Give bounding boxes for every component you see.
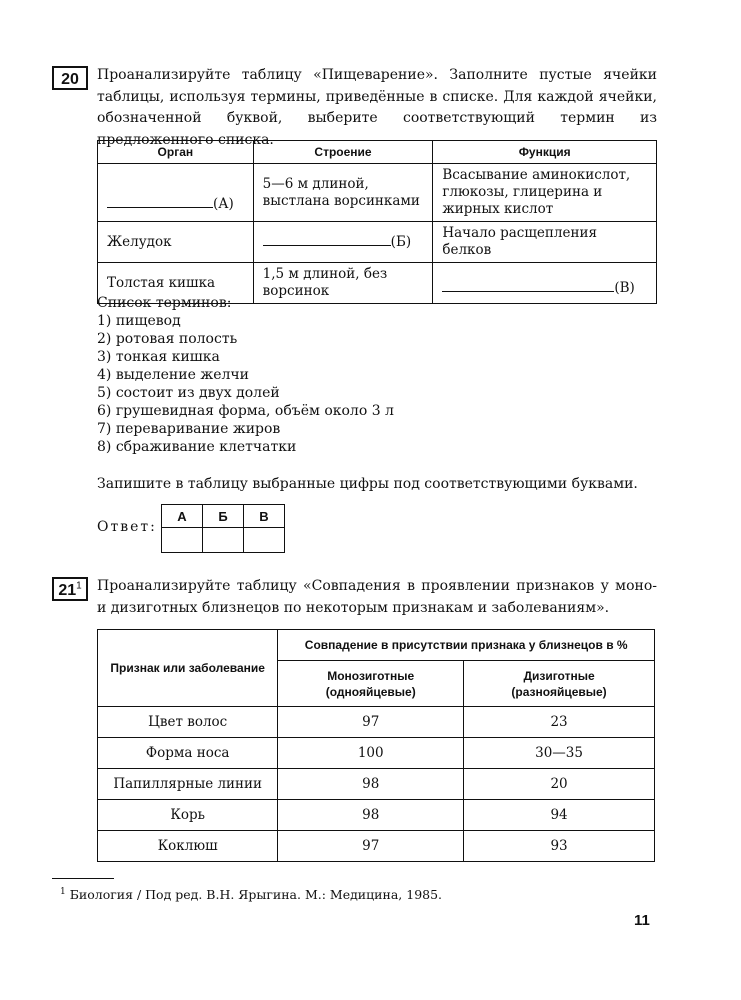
list-item: 5) состоит из двух долей bbox=[97, 385, 280, 401]
structure-cell-b: (Б) bbox=[253, 222, 433, 263]
answer-letter-v: В bbox=[244, 505, 285, 528]
answer-table bbox=[161, 504, 285, 553]
list-item: 6) грушевидная форма, объём около 3 л bbox=[97, 403, 394, 419]
di-cell: 30—35 bbox=[464, 738, 655, 769]
table-row bbox=[98, 164, 657, 222]
di-cell: 23 bbox=[464, 707, 655, 738]
trait-cell: Форма носа bbox=[98, 738, 278, 769]
footnote bbox=[60, 884, 442, 903]
mono-cell: 98 bbox=[278, 769, 464, 800]
col-header-group: Совпадение в присутствии признака у близнецов в % bbox=[278, 630, 655, 661]
mono-cell: 98 bbox=[278, 800, 464, 831]
di-cell: 20 bbox=[464, 769, 655, 800]
function-cell: Всасывание аминокислот, глюкозы, глицерина и жирных кислот bbox=[433, 164, 657, 222]
organ-cell: Толстая кишка bbox=[98, 263, 254, 304]
question-number-20: 20 bbox=[52, 66, 88, 90]
table-row bbox=[98, 800, 655, 831]
list-item: 8) сбраживание клетчатки bbox=[97, 439, 297, 455]
structure-cell: 1,5 м длиной, без ворсинок bbox=[253, 263, 433, 304]
list-item: 2) ротовая полость bbox=[97, 331, 238, 347]
table-row bbox=[98, 769, 655, 800]
trait-cell: Коклюш bbox=[98, 831, 278, 862]
mono-cell: 97 bbox=[278, 707, 464, 738]
question-20-text: Проанализируйте таблицу «Пищеварение». Заполните пустые ячейки таблицы, используя термины, приведённые в списке. Для каждой ячейки, обозначенной буквой, выберите соответствующий термин из предложенного списка. bbox=[97, 67, 657, 148]
table-row bbox=[98, 738, 655, 769]
di-cell: 94 bbox=[464, 800, 655, 831]
mono-cell: 100 bbox=[278, 738, 464, 769]
mono-cell: 97 bbox=[278, 831, 464, 862]
trait-cell: Корь bbox=[98, 800, 278, 831]
digestion-table bbox=[97, 140, 657, 304]
answer-input-b[interactable] bbox=[203, 528, 244, 553]
table-row bbox=[98, 831, 655, 862]
function-cell-v: (В) bbox=[433, 263, 657, 304]
footnote-divider bbox=[52, 878, 114, 879]
answer-input-a[interactable] bbox=[162, 528, 203, 553]
list-item: 4) выделение желчи bbox=[97, 367, 249, 383]
question-number-21: $21^1$ bbox=[52, 577, 88, 601]
answer-input-v[interactable] bbox=[244, 528, 285, 553]
terms-title: Список терминов: bbox=[97, 295, 232, 311]
table-row bbox=[98, 707, 655, 738]
organ-cell: Желудок bbox=[98, 222, 254, 263]
list-item: 1) пищевод bbox=[97, 313, 181, 329]
question-21-text: Проанализируйте таблицу «Совпадения в проявлении признаков у моно- и дизиготных близнецов по некоторым признакам и заболеваниям». bbox=[97, 578, 657, 616]
page-number: 11 bbox=[634, 912, 650, 929]
twins-table bbox=[97, 629, 655, 862]
answer-letter-a: А bbox=[162, 505, 203, 528]
instruction-text: Запишите в таблицу выбранные цифры под соответствующими буквами. bbox=[97, 476, 638, 492]
answer-letter-b: Б bbox=[203, 505, 244, 528]
list-item: 3) тонкая кишка bbox=[97, 349, 220, 365]
terms-list bbox=[97, 294, 394, 456]
col-header-structure: Строение bbox=[253, 141, 433, 164]
col-header-di: Дизиготные (разнояйцевые) bbox=[464, 661, 655, 707]
footnote-text: Биология / Под ред. В.Н. Ярыгина. М.: Медицина, 1985. bbox=[69, 887, 443, 903]
organ-cell-a: (А) bbox=[98, 164, 254, 222]
col-header-mono: Монозиготные (однояйцевые) bbox=[278, 661, 464, 707]
footnote-mark: 1 bbox=[76, 580, 82, 592]
footnote-mark: 1 bbox=[60, 887, 66, 897]
answer-label: Ответ: bbox=[97, 519, 157, 535]
di-cell: 93 bbox=[464, 831, 655, 862]
table-row bbox=[98, 222, 657, 263]
col-header-trait: Признак или заболевание bbox=[98, 630, 278, 707]
trait-cell: Цвет волос bbox=[98, 707, 278, 738]
function-cell: Начало расщепления белков bbox=[433, 222, 657, 263]
col-header-function: Функция bbox=[433, 141, 657, 164]
col-header-organ: Орган bbox=[98, 141, 254, 164]
list-item: 7) переваривание жиров bbox=[97, 421, 281, 437]
structure-cell: 5—6 м длиной, выстлана ворсинками bbox=[253, 164, 433, 222]
trait-cell: Папиллярные линии bbox=[98, 769, 278, 800]
